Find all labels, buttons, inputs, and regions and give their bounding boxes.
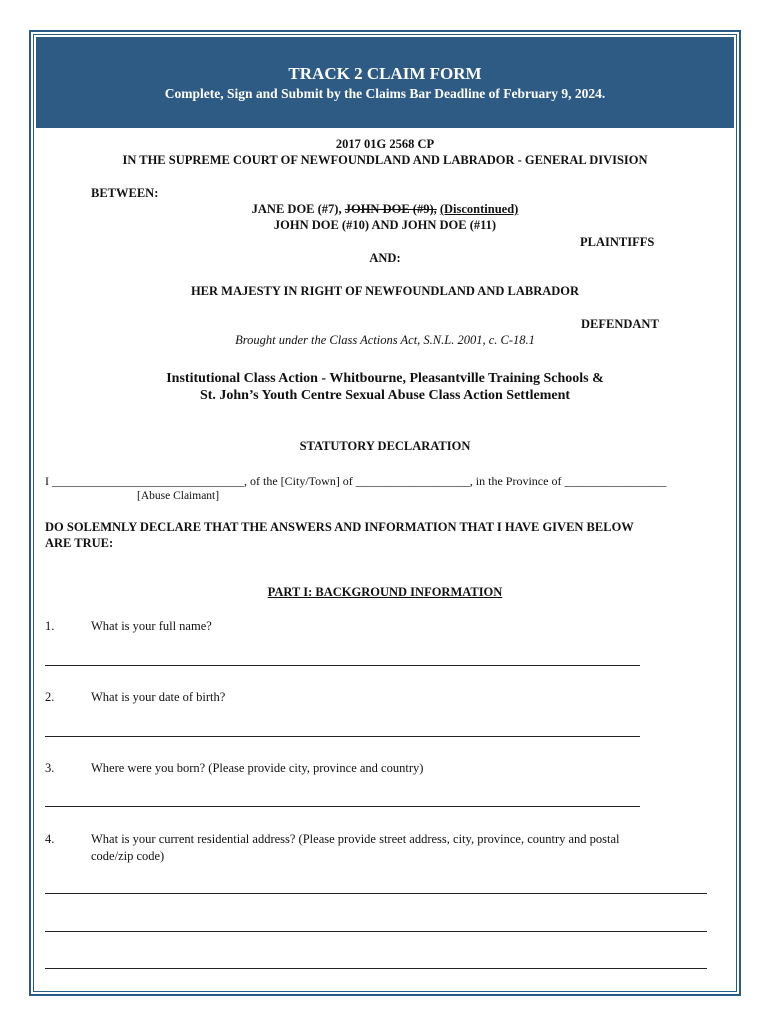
and-label: AND: [369,251,401,265]
solemn-declaration-line-2: ARE TRUE: [45,536,114,550]
plaintiff-jane-doe-7: JANE DOE (#7), [251,202,342,216]
plaintiffs-line-2: JOHN DOE (#10) AND JOHN DOE (#11) [273,218,497,232]
plaintiff-john-doe-9-struck: JOHN DOE (#9), [344,202,437,216]
answer-2-line[interactable] [45,736,640,737]
action-title-line-2: St. John’s Youth Centre Sexual Abuse Class Action Settlement [199,388,571,403]
between-label: BETWEEN: [91,186,159,200]
form-title: TRACK 2 CLAIM FORM [288,64,482,83]
action-title-line-1: Institutional Class Action - Whitbourne, Pleasantville Training Schools & [166,371,604,386]
question-3-text: Where were you born? (Please provide city, province and country) [91,761,424,775]
question-2-text: What is your date of birth? [91,690,226,704]
question-4-text: What is your current residential address? (Please provide street address, city, province, country and postal [91,832,620,846]
answer-3-line[interactable] [45,806,640,807]
question-2-number: 2. [45,690,55,704]
answer-4-line-3[interactable] [45,968,707,969]
answer-4-line-1[interactable] [45,893,707,894]
part-1-heading: PART I: BACKGROUND INFORMATION [267,585,503,599]
court-file-number: 2017 01G 2568 CP [335,137,435,151]
statutory-declaration-heading: STATUTORY DECLARATION [299,439,471,453]
solemn-declaration-line-1: DO SOLEMNLY DECLARE THAT THE ANSWERS AND INFORMATION THAT I HAVE GIVEN BELOW [45,520,634,534]
declarant-fill-line[interactable]: I ________________________________, of the [City/Town] of ___________________, in the Province of _________________ [45,474,667,488]
defendant-name: HER MAJESTY IN RIGHT OF NEWFOUNDLAND AND LABRADOR [190,284,580,298]
question-4-number: 4. [45,832,55,846]
discontinued-note: (Discontinued) [439,202,519,216]
form-subtitle: Complete, Sign and Submit by the Claims Bar Deadline of February 9, 2024. [164,86,606,101]
question-3-number: 3. [45,761,55,775]
court-name: IN THE SUPREME COURT OF NEWFOUNDLAND AND LABRADOR - GENERAL DIVISION [122,153,648,167]
question-1-number: 1. [45,619,55,633]
plaintiffs-label: PLAINTIFFS [580,235,655,249]
defendant-label: DEFENDANT [581,317,659,331]
question-4-text-continued: code/zip code) [91,849,165,863]
plaintiffs-line-1 [0,202,770,217]
abuse-claimant-caption: [Abuse Claimant] [137,490,220,502]
brought-under-statute: Brought under the Class Actions Act, S.N.L. 2001, c. C-18.1 [235,333,535,347]
answer-1-line[interactable] [45,665,640,666]
answer-4-line-2[interactable] [45,931,707,932]
question-1-text: What is your full name? [91,619,212,633]
form-header-banner [36,37,734,128]
